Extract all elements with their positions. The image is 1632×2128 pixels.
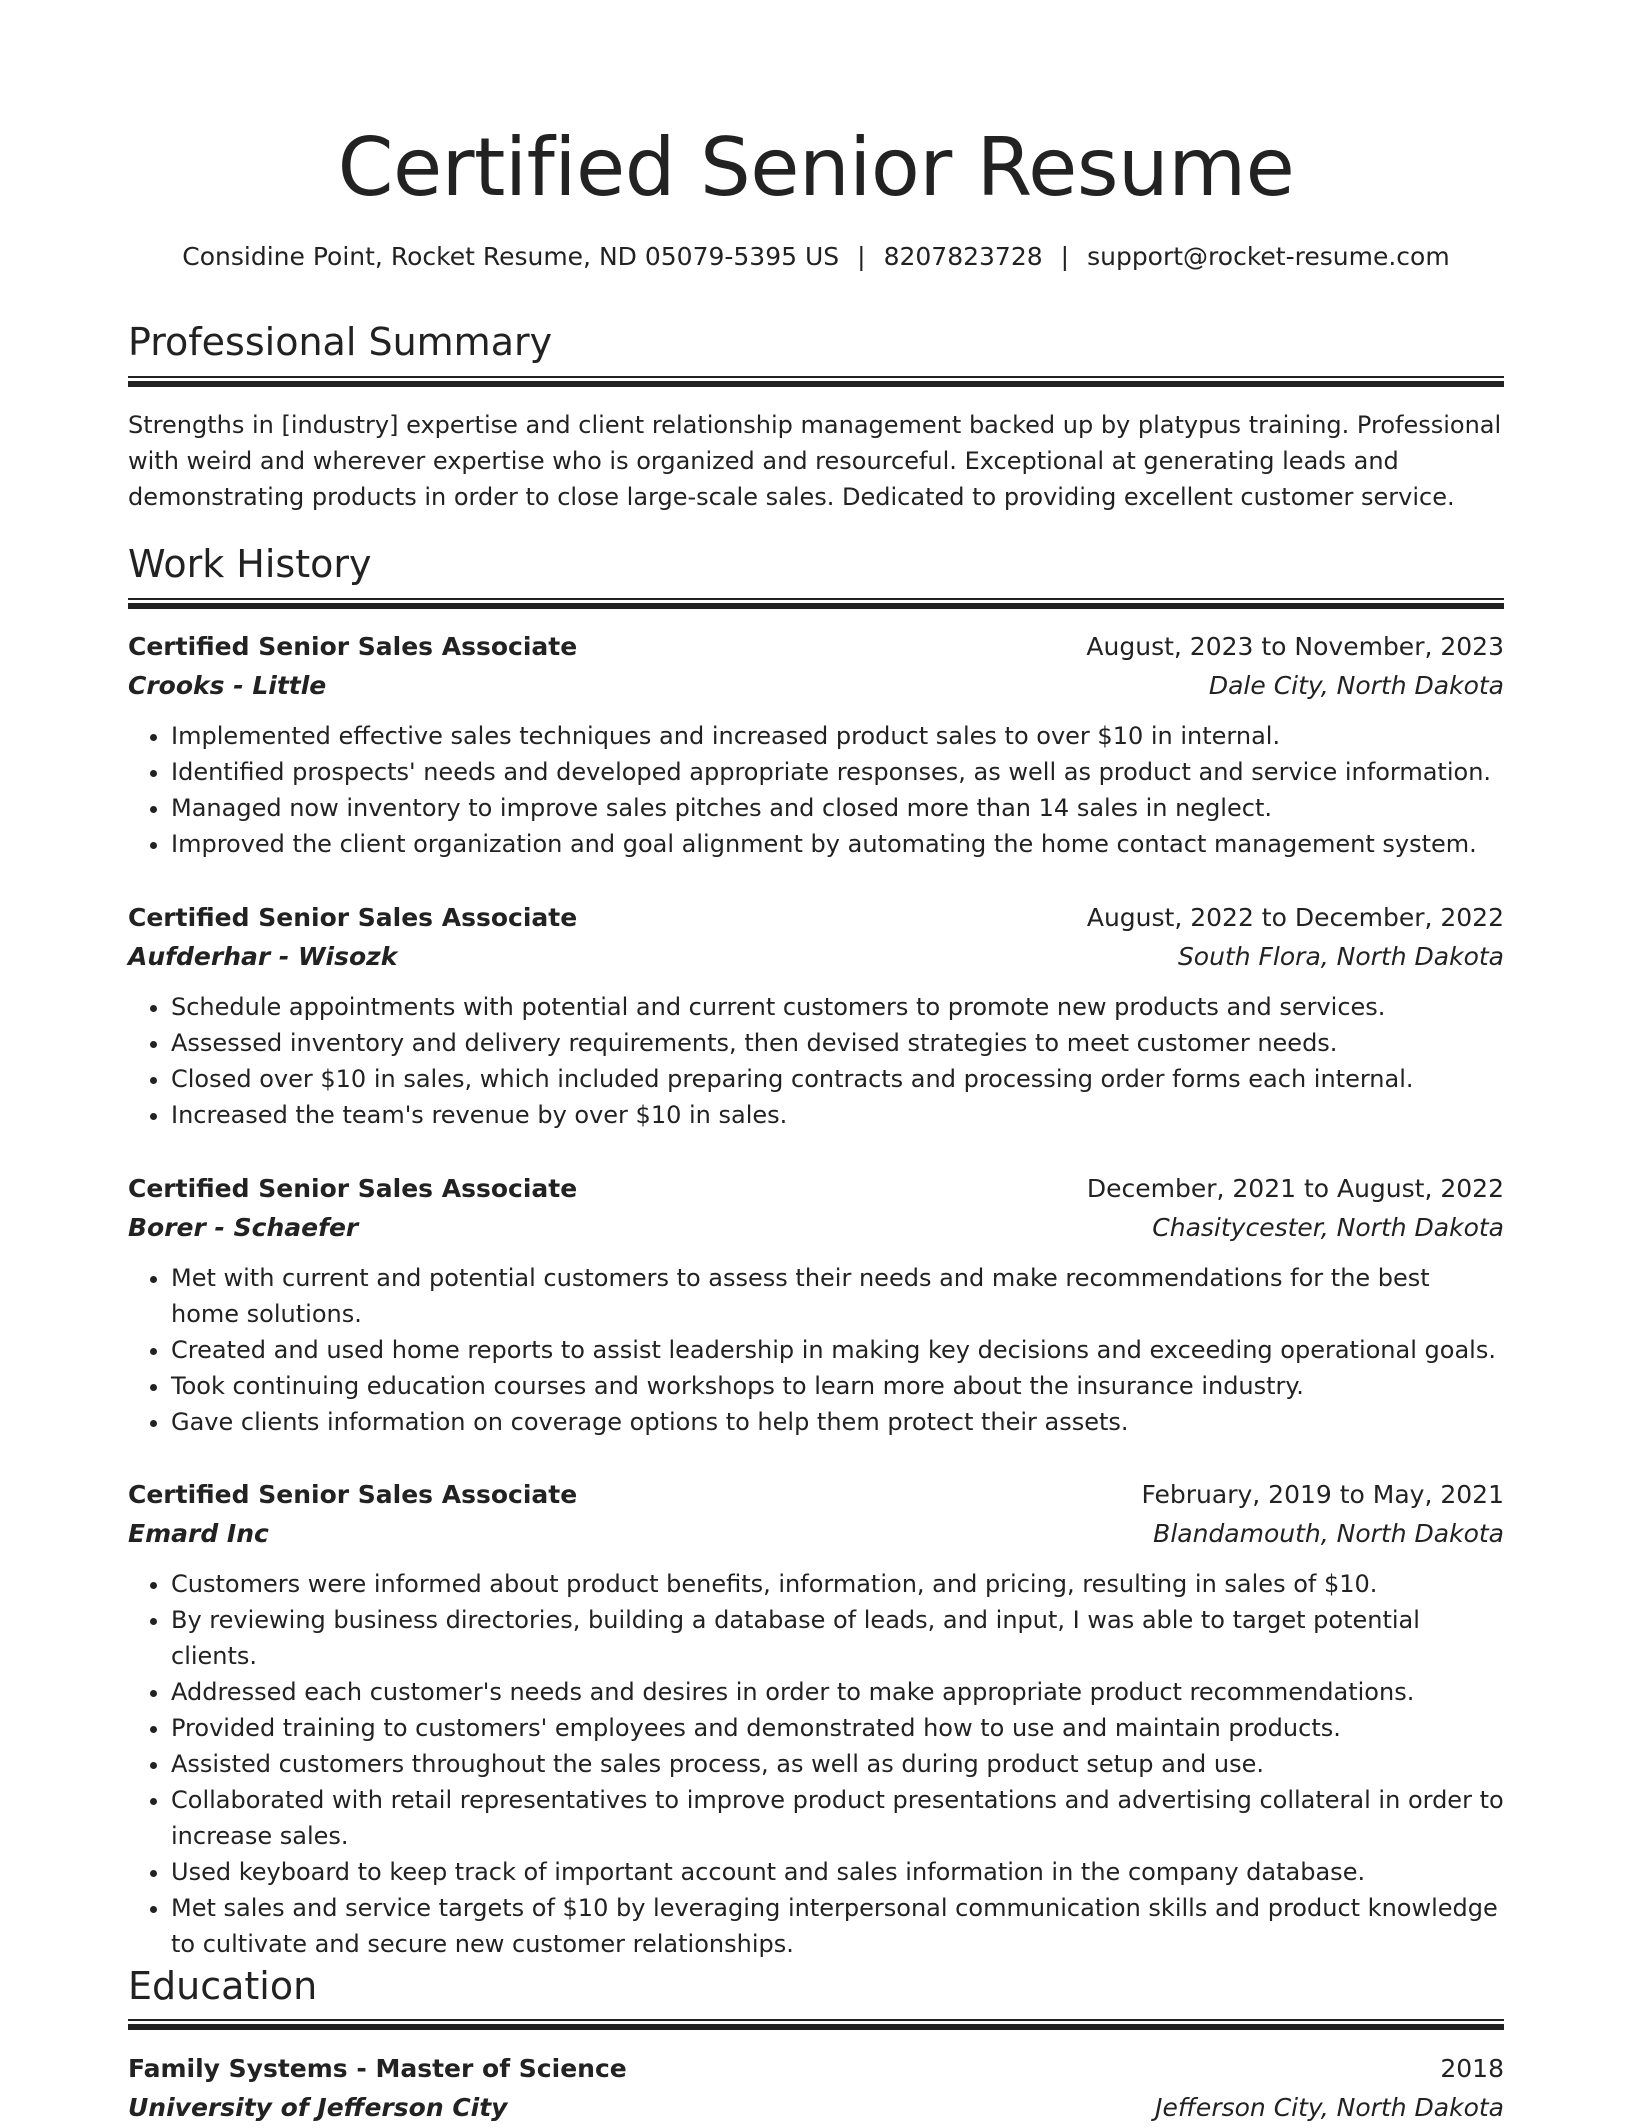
job-company: Crooks - Little <box>128 671 327 700</box>
job-location: Chasitycester, North Dakota <box>1152 1213 1504 1242</box>
job-title: Certified Senior Sales Associate <box>128 1480 578 1509</box>
job-bullet-list <box>128 718 1504 862</box>
education-school: University of Jefferson City <box>128 2093 508 2122</box>
contact-separator: | <box>857 242 866 271</box>
section-divider <box>128 376 1504 387</box>
job-title: Certified Senior Sales Associate <box>128 1174 578 1203</box>
contact-address: Considine Point, Rocket Resume, ND 05079-5395 US <box>182 242 840 271</box>
job-bullet: • Took continuing education courses and workshops to learn more about the insurance industry. <box>171 1368 1504 1404</box>
summary-text: Strengths in [industry] expertise and client relationship management backed up by platypus training. Professional with weird and wherever expertise who is organized and resourceful. Exceptional at generating leads and demonstrating products in order to close large-scale sales. Dedicated to providing excellent customer service. <box>128 411 1502 511</box>
contact-phone: 8207823728 <box>883 242 1043 271</box>
education-degree: Family Systems - Master of Science <box>128 2054 627 2083</box>
job-location: Blandamouth, North Dakota <box>1153 1519 1504 1548</box>
section-divider <box>128 2019 1504 2030</box>
contact-email: support@rocket-resume.com <box>1087 242 1450 271</box>
job-entry <box>128 1476 1504 1962</box>
contact-line <box>128 240 1504 274</box>
section-title-education: Education <box>128 1964 318 2008</box>
job-company: Borer - Schaefer <box>128 1213 359 1242</box>
job-bullet: • Customers were informed about product benefits, information, and pricing, resulting in sales of $10. <box>171 1566 1504 1602</box>
job-bullet: • Improved the client organization and goal alignment by automating the home contact management system. <box>171 826 1504 862</box>
job-bullet: • Collaborated with retail representatives to improve product presentations and advertising collateral in order to increase sales. <box>171 1782 1504 1854</box>
section-title-work: Work History <box>128 542 372 586</box>
resume-name: Certified Senior Resume <box>337 121 1295 214</box>
job-entry <box>128 1170 1504 1440</box>
job-bullet: • Implemented effective sales techniques and increased product sales to over $10 in internal. <box>171 718 1504 754</box>
job-company: Aufderhar - Wisozk <box>128 942 398 971</box>
job-location: South Flora, North Dakota <box>1177 942 1504 971</box>
job-bullet: • Created and used home reports to assist leadership in making key decisions and exceeding operational goals. <box>171 1332 1504 1368</box>
education-entry <box>128 2050 1504 2128</box>
job-title: Certified Senior Sales Associate <box>128 632 578 661</box>
job-entry <box>128 628 1504 862</box>
job-bullet: • Provided training to customers' employees and demonstrated how to use and maintain products. <box>171 1710 1504 1746</box>
job-bullet-list <box>128 1260 1504 1440</box>
job-bullet: • Assisted customers throughout the sales process, as well as during product setup and use. <box>171 1746 1504 1782</box>
job-bullet: • Met with current and potential customers to assess their needs and make recommendations for the best home solutions. <box>171 1260 1504 1332</box>
job-bullet: • Gave clients information on coverage options to help them protect their assets. <box>171 1404 1504 1440</box>
education-location: Jefferson City, North Dakota <box>1155 2093 1504 2122</box>
job-dates: August, 2023 to November, 2023 <box>1086 632 1504 661</box>
job-dates: August, 2022 to December, 2022 <box>1086 903 1504 932</box>
section-divider <box>128 598 1504 609</box>
job-bullet: • Met sales and service targets of $10 by leveraging interpersonal communication skills and product knowledge to cultivate and secure new customer relationships. <box>171 1890 1504 1962</box>
job-bullet: • Used keyboard to keep track of important account and sales information in the company database. <box>171 1854 1504 1890</box>
job-bullet: • Increased the team's revenue by over $10 in sales. <box>171 1097 1504 1133</box>
job-location: Dale City, North Dakota <box>1208 671 1504 700</box>
job-bullet-list <box>128 1566 1504 1962</box>
job-bullet: • Managed now inventory to improve sales pitches and closed more than 14 sales in neglect. <box>171 790 1504 826</box>
job-dates: February, 2019 to May, 2021 <box>1141 1480 1504 1509</box>
section-title-summary: Professional Summary <box>128 320 553 364</box>
job-bullet: • Assessed inventory and delivery requirements, then devised strategies to meet customer needs. <box>171 1025 1504 1061</box>
education-year: 2018 <box>1440 2054 1504 2083</box>
job-company: Emard Inc <box>128 1519 269 1548</box>
job-bullet: • By reviewing business directories, building a database of leads, and input, I was able to target potential clients. <box>171 1602 1504 1674</box>
job-bullet: • Schedule appointments with potential and current customers to promote new products and services. <box>171 989 1504 1025</box>
job-entry <box>128 899 1504 1133</box>
job-bullet: • Identified prospects' needs and developed appropriate responses, as well as product and service information. <box>171 754 1504 790</box>
contact-separator: | <box>1060 242 1070 271</box>
job-bullet: • Closed over $10 in sales, which included preparing contracts and processing order forms each internal. <box>171 1061 1504 1097</box>
job-dates: December, 2021 to August, 2022 <box>1086 1174 1504 1203</box>
job-bullet-list <box>128 989 1504 1133</box>
job-title: Certified Senior Sales Associate <box>128 903 578 932</box>
job-bullet: • Addressed each customer's needs and desires in order to make appropriate product recommendations. <box>171 1674 1504 1710</box>
